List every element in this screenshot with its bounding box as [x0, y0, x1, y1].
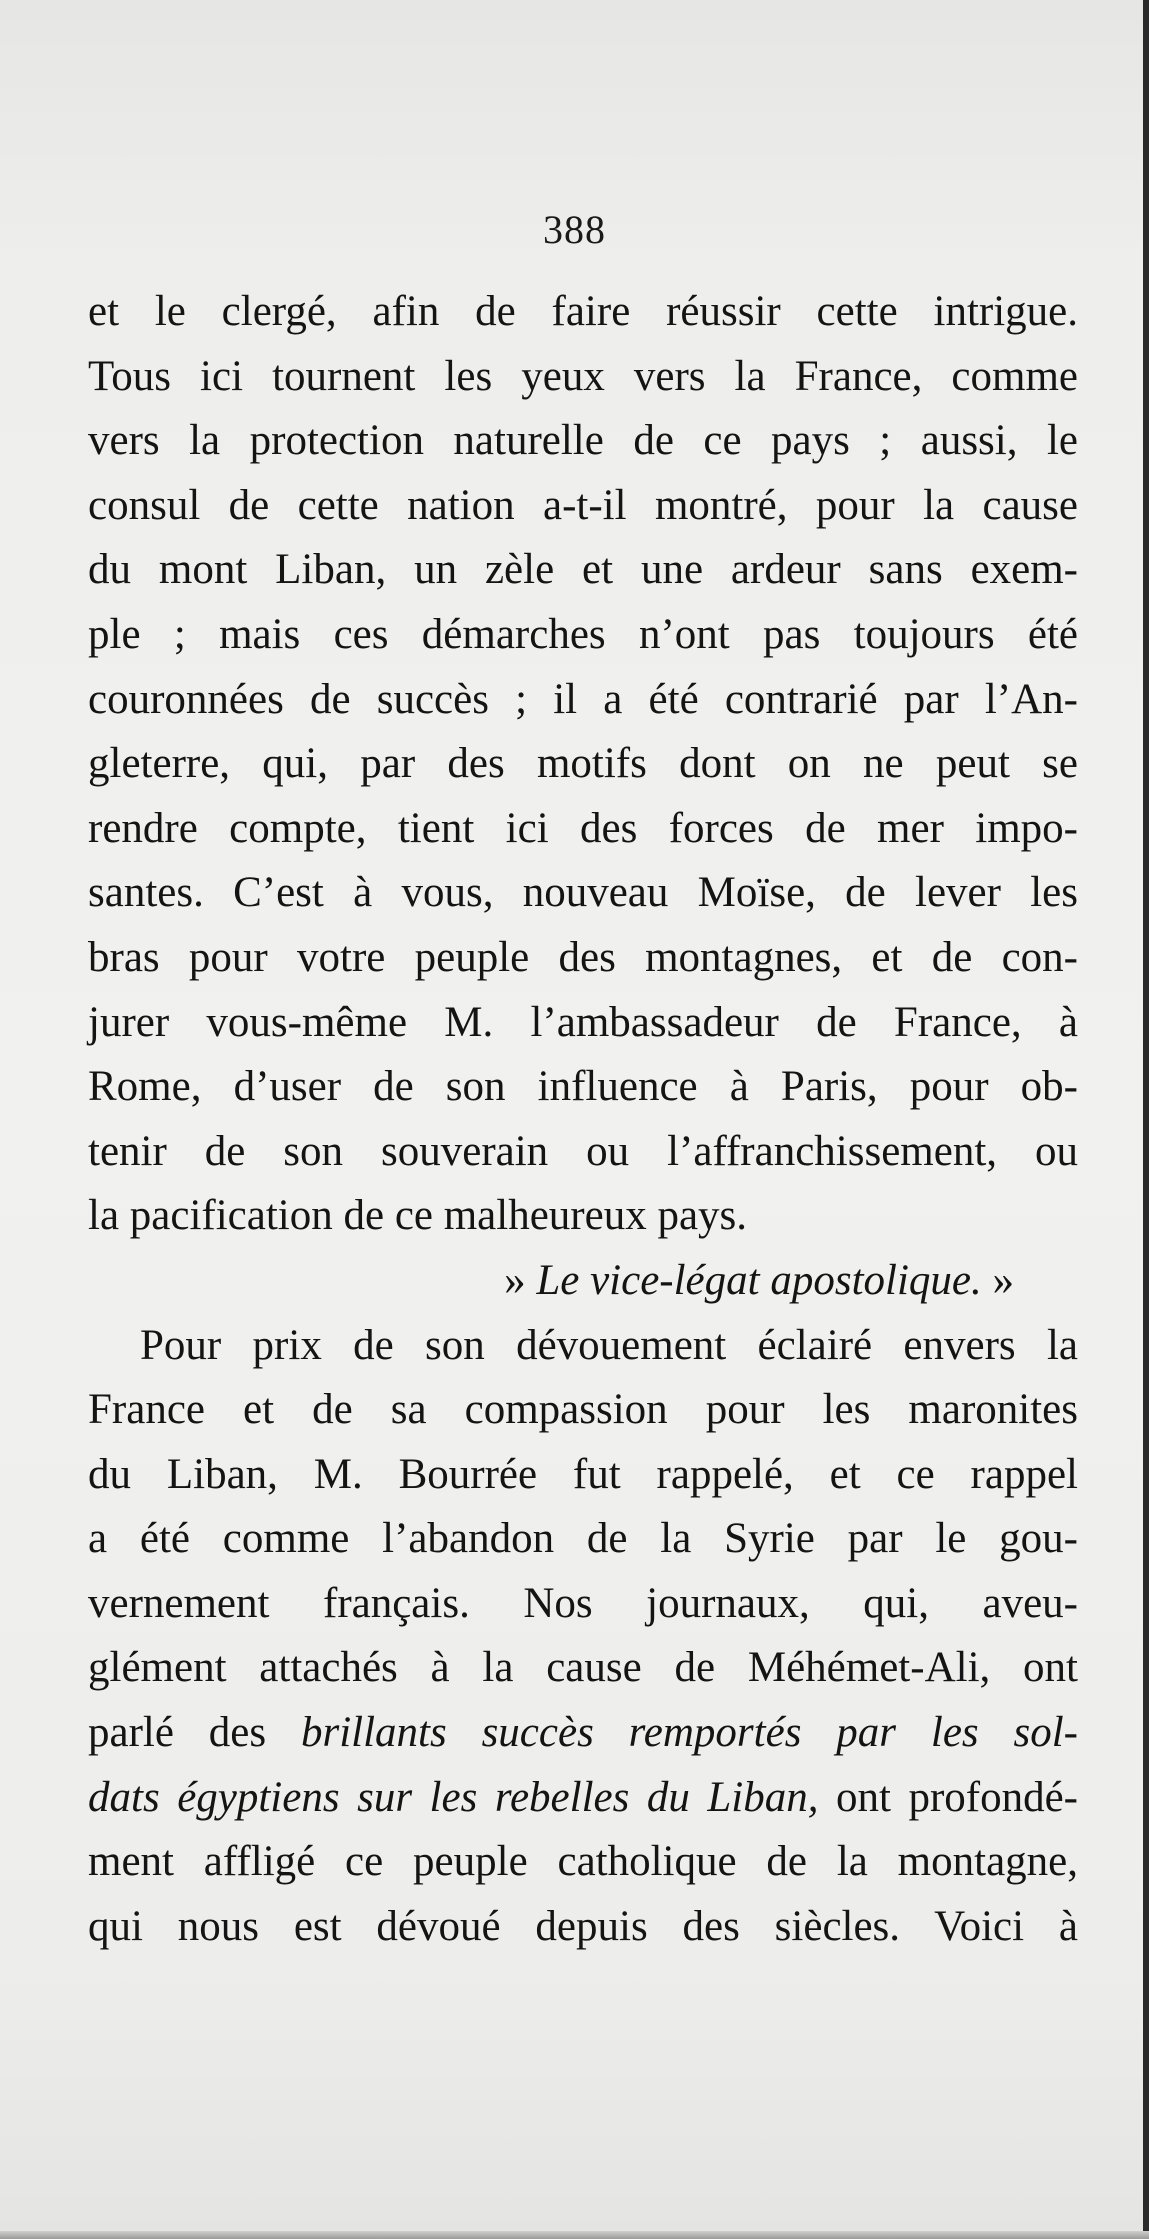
text-line: vernement français. Nos journaux, qui, aveu-: [88, 1579, 1078, 1627]
text-line: Pour prix de son dévouement éclairé envers la: [140, 1321, 1078, 1369]
text-line: consul de cette nation a-t-il montré, pour la cause: [88, 481, 1078, 529]
text-line: glément attachés à la cause de Méhémet-Ali, ont: [88, 1644, 1078, 1692]
italic-text: brillants succès remportés par les sol-: [300, 1709, 1078, 1757]
text-line: et le clergé, afin de faire réussir cette intrigue.: [88, 288, 1078, 335]
text-line: rendre compte, tient ici des forces de mer impo-: [88, 804, 1078, 852]
quote-close: »: [981, 1256, 1014, 1304]
text-line: santes. C’est à vous, nouveau Moïse, de lever les: [88, 869, 1078, 917]
text-line: France et de sa compassion pour les maronites: [88, 1386, 1078, 1434]
page-number: 388: [543, 207, 606, 252]
italic-text: dats égyptiens sur les rebelles du Liban,: [88, 1773, 819, 1821]
text-line: tenir de son souverain ou l’affranchissement, ou: [88, 1127, 1078, 1175]
text-line: a été comme l’abandon de la Syrie par le gou-: [88, 1515, 1078, 1563]
text-line-mixed: [88, 1701, 1078, 1766]
text-line: la pacification de ce malheureux pays.: [88, 1192, 748, 1240]
text-line: du Liban, M. Bourrée fut rappelé, et ce rappel: [88, 1450, 1078, 1498]
page-edge-right: [1143, 0, 1149, 2239]
text-line: jurer vous-même M. l’ambassadeur de France, à: [88, 998, 1078, 1046]
text-line: ment affligé ce peuple catholique de la montagne,: [88, 1838, 1078, 1886]
text-line: bras pour votre peuple des montagnes, et de con-: [88, 933, 1078, 981]
text-line-mixed: [88, 1766, 1078, 1831]
signature-text: Le vice-légat apostolique.: [536, 1256, 982, 1304]
text-line: Tous ici tournent les yeux vers la France, comme: [88, 352, 1078, 400]
text-line: Rome, d’user de son influence à Paris, pour ob-: [88, 1063, 1078, 1111]
signature-line: [88, 1249, 1078, 1314]
text-line: qui nous est dévoué depuis des siècles. Voici à: [88, 1902, 1078, 1950]
body-text: [88, 280, 1078, 1959]
text-line: couronnées de succès ; il a été contrarié par l’An-: [88, 675, 1078, 723]
roman-text: ont profondé-: [818, 1773, 1078, 1821]
roman-text: parlé des: [88, 1709, 301, 1757]
text-line: du mont Liban, un zèle et une ardeur sans exem-: [88, 546, 1078, 594]
text-line: ple ; mais ces démarches n’ont pas toujours été: [88, 610, 1078, 658]
page-edge-bottom: [0, 2231, 1149, 2239]
text-line: vers la protection naturelle de ce pays ; aussi, le: [88, 417, 1078, 465]
text-line: gleterre, qui, par des motifs dont on ne peut se: [88, 740, 1078, 788]
quote-open: »: [504, 1256, 537, 1304]
